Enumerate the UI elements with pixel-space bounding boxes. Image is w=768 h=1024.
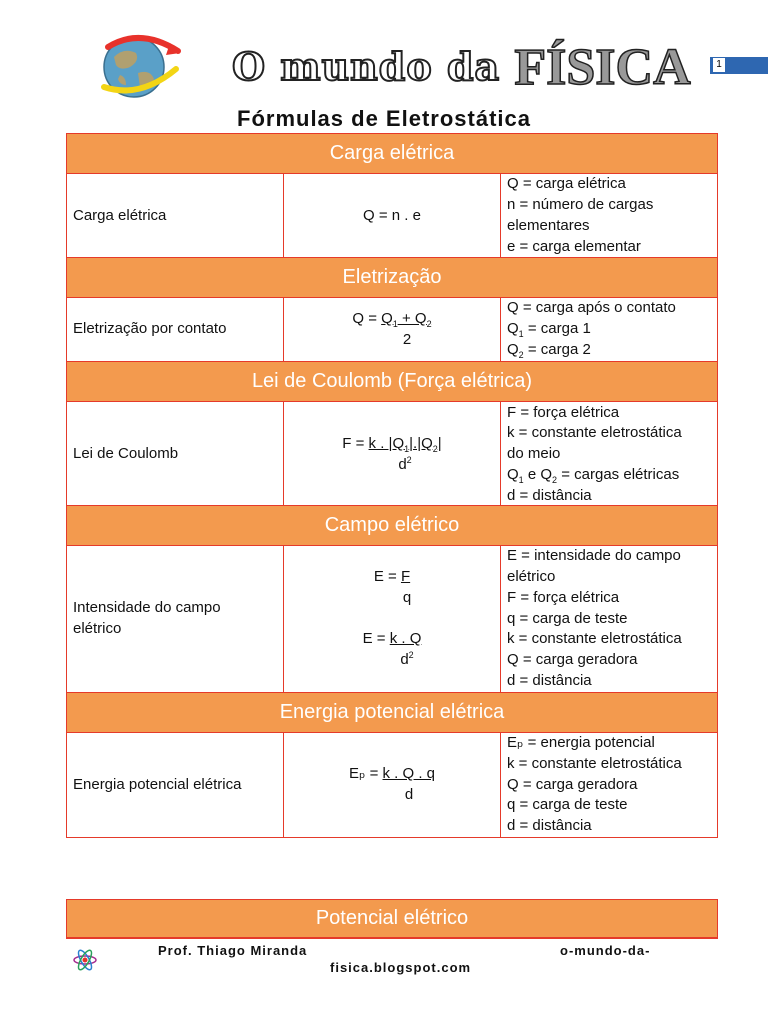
section-campo-eletrico [66, 505, 718, 693]
legend-line: d = distância [507, 671, 592, 689]
legend-line: d = distância [507, 486, 592, 504]
legend-line: F = força elétrica [507, 588, 620, 606]
legend-line: Q = carga geradora [507, 775, 638, 793]
legend-line: k = constante eletrostática [507, 630, 682, 648]
legend-line: Q = carga após o contato [507, 299, 676, 317]
legend [501, 174, 718, 259]
legend-line: do meio [507, 445, 561, 463]
legend-line: Q = carga geradora [507, 651, 638, 669]
legend [501, 733, 718, 838]
legend-line: Eₚ = energia potencial [507, 734, 655, 751]
legend-line: $Q_2$ = carga 2 [507, 340, 591, 360]
formula: Eₚ = k . Q . q d [284, 733, 501, 838]
formula-denominator: 2 [402, 330, 412, 348]
quantity-name: Intensidade do campo elétrico [67, 546, 284, 693]
atom-icon [72, 947, 98, 973]
section-carga-eletrica [66, 133, 718, 259]
formula: F = k . $|Q_1|.|Q_2|$ $d^2$ [284, 402, 501, 508]
section-header: Energia potencial elétrica [67, 693, 718, 733]
formula: Q = n . e [284, 174, 501, 259]
quantity-name: Carga elétrica [67, 174, 284, 259]
formula-numerator: F [400, 568, 411, 586]
legend-line: d = distância [507, 817, 592, 835]
legend-line: $Q_1$ e $Q_2$ = cargas elétricas [507, 465, 680, 485]
formula: E = F q E = k . Q $d^2$ [284, 546, 501, 693]
legend-line: elementares [507, 217, 590, 234]
legend-line: k = constante eletrostática [507, 754, 682, 772]
footer-site-part1: o-mundo-da- [560, 943, 651, 958]
legend [501, 298, 718, 362]
footer-divider [66, 937, 718, 939]
legend [501, 546, 718, 693]
legend-line: e = carga elementar [507, 237, 641, 255]
formula-numerator: k . Q . q [382, 765, 436, 783]
brand-title [232, 34, 691, 96]
legend-line: E = intensidade do campo [507, 547, 681, 565]
legend-line: q = carga de teste [507, 796, 628, 814]
legend-line: k = constante eletrostática [507, 424, 682, 442]
footer-site-part2: fisica.blogspot.com [330, 960, 472, 975]
formula-numerator: k . Q [389, 630, 422, 647]
legend-line: $Q_1$ = carga 1 [507, 320, 591, 340]
quantity-name: Energia potencial elétrica [67, 733, 284, 838]
brand-prefix: O mundo da [232, 44, 501, 89]
section-header: Carga elétrica [67, 134, 718, 174]
section-lei-de-coulomb [66, 361, 718, 508]
legend-line: F = força elétrica [507, 403, 620, 421]
legend [501, 402, 718, 508]
globe-logo-icon [100, 27, 182, 99]
formula-denominator: d [404, 785, 414, 803]
footer-author: Prof. Thiago Miranda [158, 943, 308, 958]
quantity-name: Eletrização por contato [67, 298, 284, 362]
formula-numerator: $Q_1 + Q_2$ [381, 309, 432, 329]
formula-denominator: q [402, 589, 412, 607]
section-header: Lei de Coulomb (Força elétrica) [67, 362, 718, 402]
section-eletrizacao [66, 257, 718, 362]
section-energia-potencial [66, 692, 718, 838]
formula-denominator: $d^2$ [400, 649, 414, 668]
legend-line: q = carga de teste [507, 609, 628, 627]
section-header: Eletrização [67, 258, 718, 298]
section-potencial-eletrico [66, 899, 718, 938]
brand-highlight: FÍSICA [514, 39, 691, 96]
section-header: Potencial elétrico [67, 900, 718, 938]
page-number: 1 [713, 58, 725, 72]
section-header: Campo elétrico [67, 506, 718, 546]
formula-numerator: k . $|Q_1|.|Q_2|$ [368, 434, 442, 454]
formula: $Q = Q_1 + Q_2$ 2 [284, 298, 501, 362]
legend-line: Q = carga elétrica [507, 175, 626, 193]
legend-line: elétrico [507, 568, 556, 585]
formula-denominator: $d^2$ [398, 454, 412, 473]
document-title: Fórmulas de Eletrostática [237, 106, 531, 131]
legend-line: n = número de cargas [507, 196, 654, 214]
quantity-name: Lei de Coulomb [67, 402, 284, 508]
